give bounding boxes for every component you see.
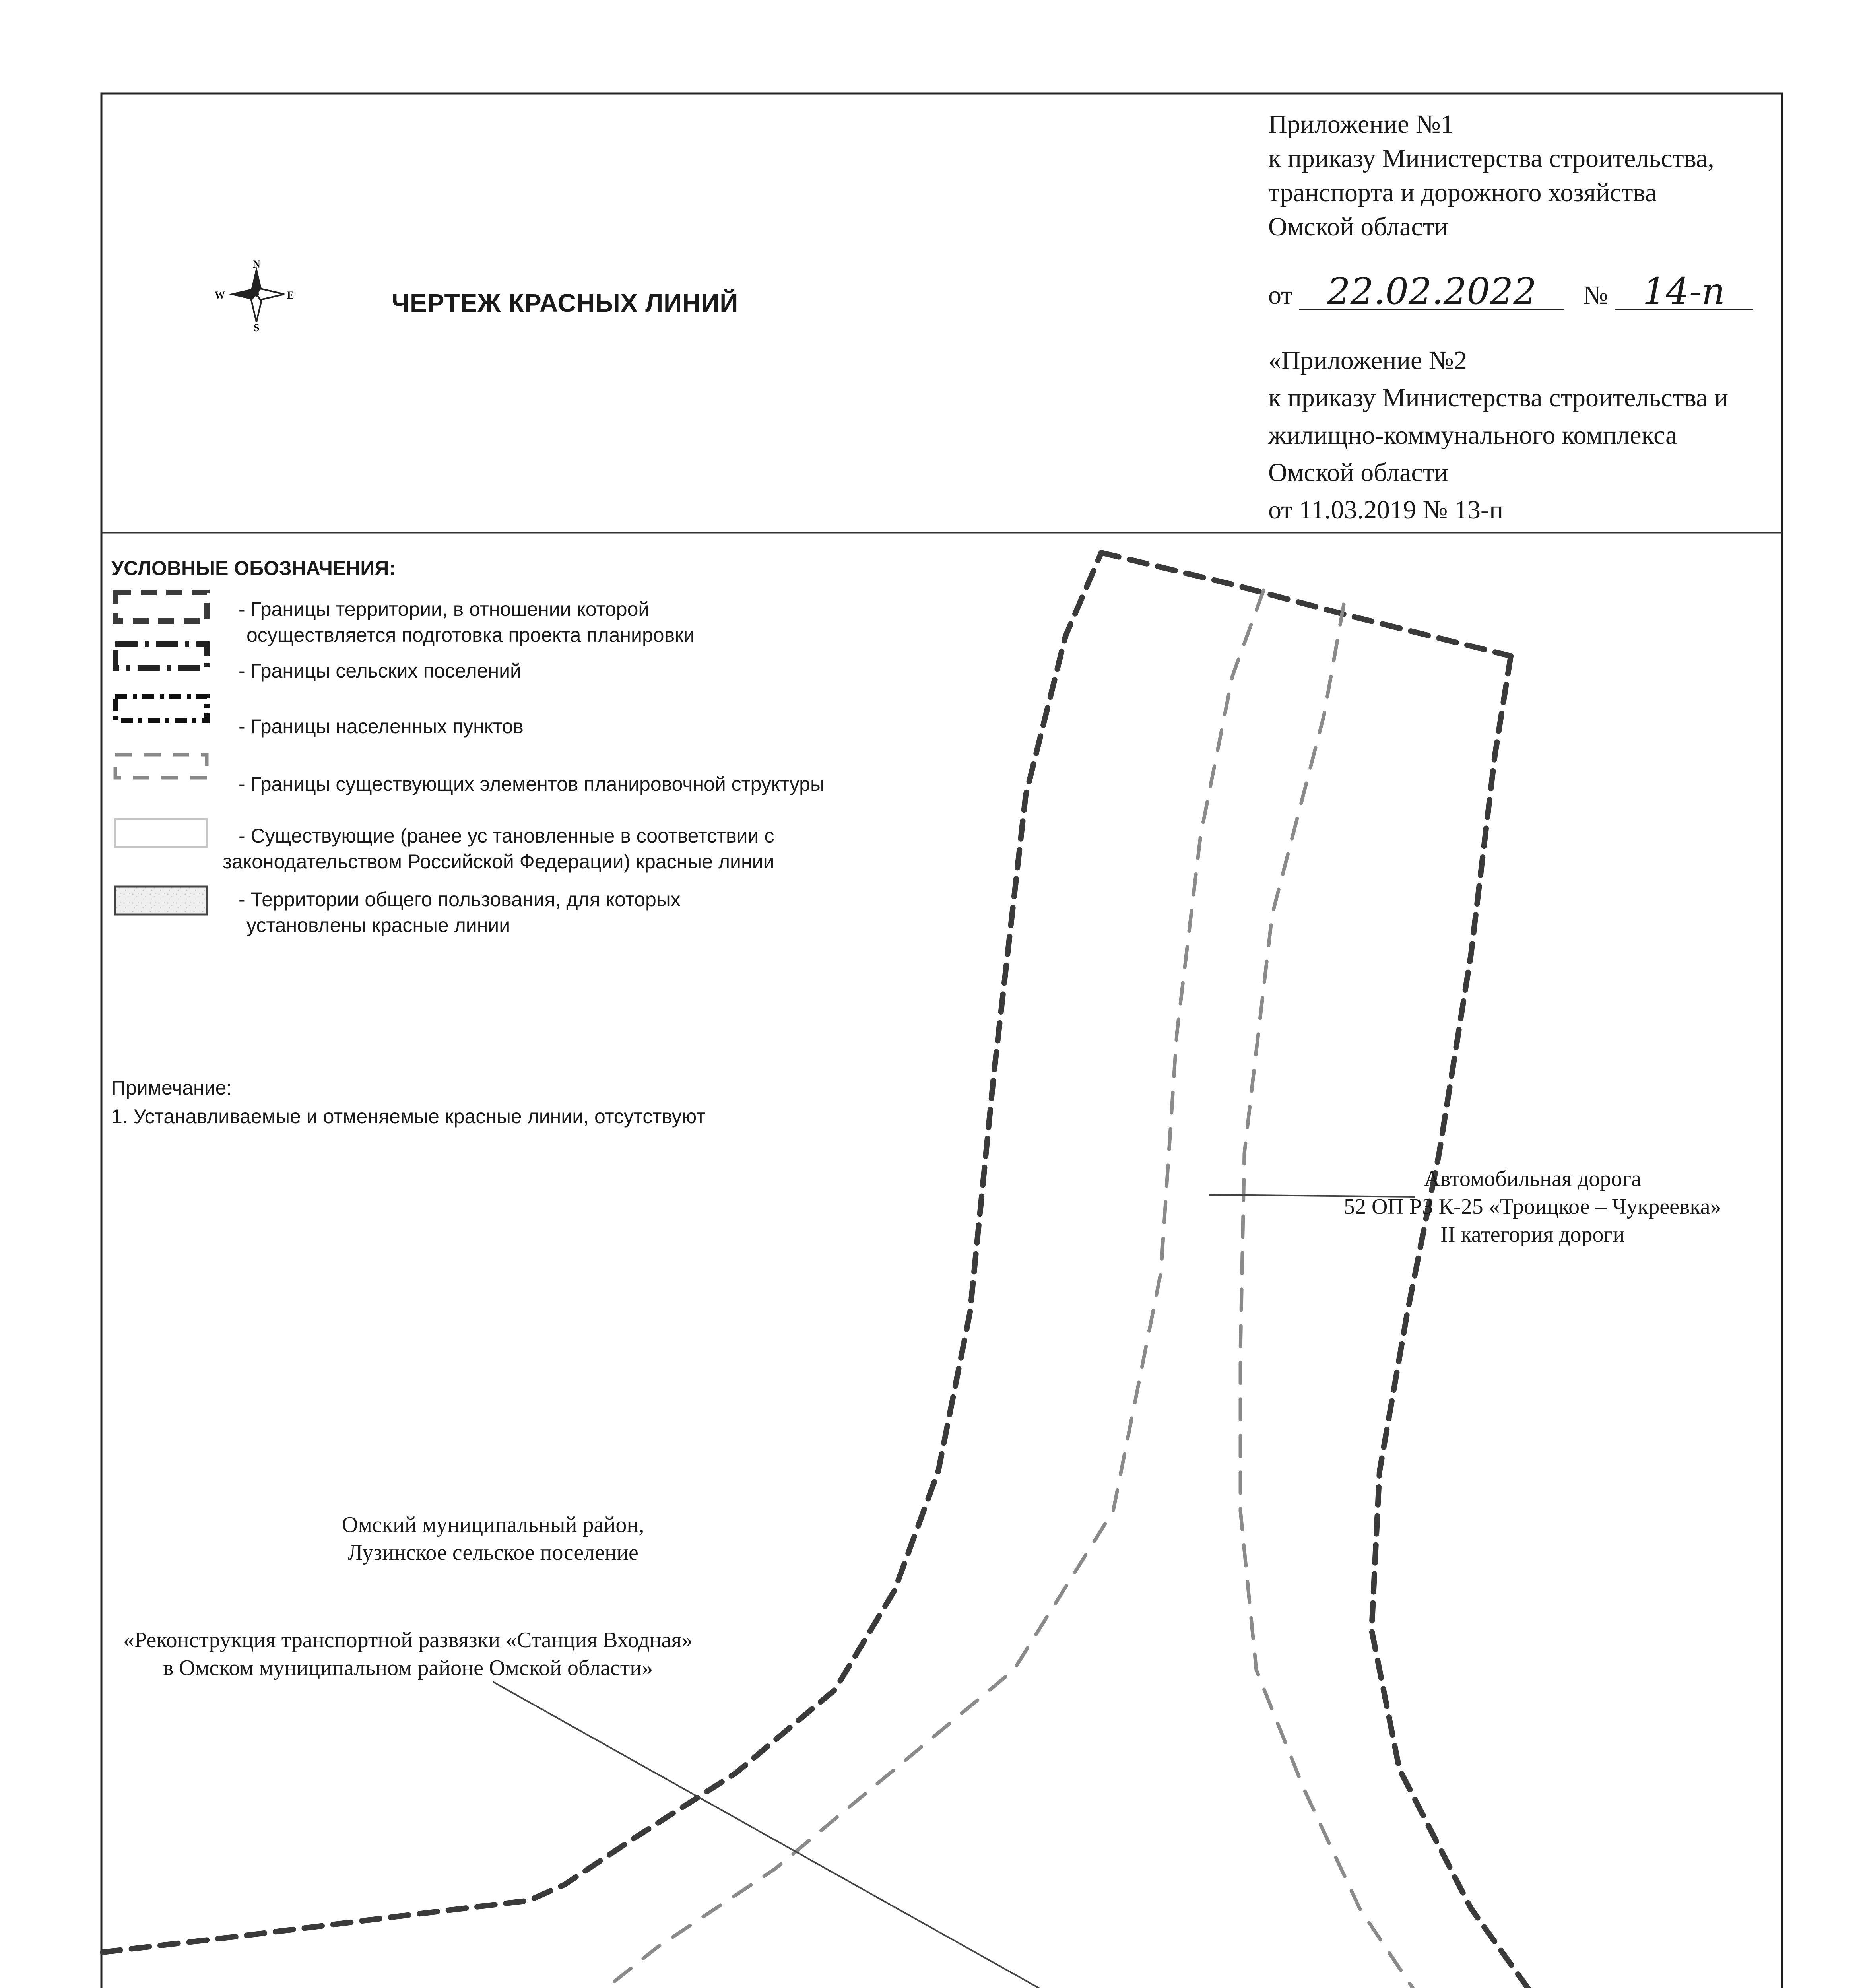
legend-symbols: [115, 592, 207, 914]
regional-road-line: Автомобильная дорога: [1424, 1167, 1642, 1191]
legend-symbol-territory: [115, 592, 207, 621]
legend-item-locality: - Границы населенных пунктов: [239, 715, 524, 738]
regional-road-label: [1344, 1165, 1721, 1248]
project-label: [123, 1626, 693, 1682]
legend-item-rural: - Границы сельских поселений: [239, 660, 521, 682]
legend-item-territory-cont: осуществляется подготовка проекта планировки: [246, 624, 695, 646]
note-heading: Примечание:: [111, 1077, 232, 1099]
previous-appendix-line: Омской области: [1268, 458, 1448, 487]
appendix-line: транспорта и дорожного хозяйства: [1268, 178, 1657, 207]
previous-appendix-line: жилищно-коммунального комплекса: [1268, 421, 1677, 450]
legend-symbol-rural-settlement: [115, 644, 207, 668]
planning-structure-lines: [461, 588, 1610, 1988]
compass-e: E: [287, 289, 294, 301]
order-number: 14-п: [1615, 274, 1753, 310]
appendix-line: Приложение №1: [1268, 110, 1454, 139]
legend-item-public: - Территории общего пользования, для которых: [239, 888, 681, 911]
compass-s: S: [254, 322, 260, 334]
order-date: 22.02.2022: [1299, 274, 1564, 310]
appendix-line: Омской области: [1268, 212, 1448, 241]
number-prefix: №: [1583, 281, 1608, 310]
leader-lines: [358, 1195, 1415, 1988]
legend-item-existing-cont: законодательством Российской Федерации) красные линии: [223, 850, 774, 873]
previous-appendix-line: к приказу Министерства строительства и: [1268, 383, 1729, 412]
district-line: Омский муниципальный район,: [342, 1512, 644, 1537]
previous-appendix-line: от 11.03.2019 № 13-п: [1268, 495, 1504, 524]
order-date-row: [1268, 270, 1753, 313]
project-line: «Реконструкция транспортной развязки «Станция Входная»: [123, 1628, 693, 1652]
north-arrow-icon: [229, 266, 284, 322]
legend-item-existing: - Существующие (ранее ус тановленные в соответствии с: [239, 825, 774, 847]
previous-appendix: [1268, 342, 1728, 529]
planning-territory-boundary: [103, 553, 1782, 1988]
legend-symbol-public-territory: [115, 887, 207, 914]
legend-symbol-planning-structure: [115, 755, 207, 778]
appendix-header: [1268, 107, 1714, 244]
project-line: в Омском муниципальном районе Омской области»: [163, 1656, 653, 1680]
regional-road-line: 52 ОП РЗ К-25 «Троицкое – Чукреевка»: [1344, 1194, 1721, 1219]
compass-w: W: [215, 289, 225, 301]
drawing-title: ЧЕРТЕЖ КРАСНЫХ ЛИНИЙ: [392, 289, 739, 317]
compass-n: N: [253, 258, 260, 270]
note-text: 1. Устанавливаемые и отменяемые красные линии, отсутствуют: [111, 1105, 705, 1128]
appendix-line: к приказу Министерства строительства,: [1268, 144, 1714, 173]
date-prefix: от: [1268, 281, 1292, 310]
previous-appendix-line: «Приложение №2: [1268, 346, 1467, 375]
legend-symbol-existing-red-lines: [115, 819, 207, 847]
note: [111, 1074, 705, 1131]
district-line: Лузинское сельское поселение: [347, 1540, 638, 1565]
legend-item-planning: - Границы существующих элементов планировочной структуры: [239, 773, 825, 795]
legend-title: УСЛОВНЫЕ ОБОЗНАЧЕНИЯ:: [111, 557, 396, 579]
regional-road-line: II категория дороги: [1440, 1222, 1625, 1247]
legend-item-public-cont: установлены красные линии: [246, 914, 510, 936]
legend-symbol-locality: [115, 697, 207, 720]
legend-item-territory: - Границы территории, в отношении которой: [239, 598, 650, 620]
district-label: [342, 1511, 644, 1567]
